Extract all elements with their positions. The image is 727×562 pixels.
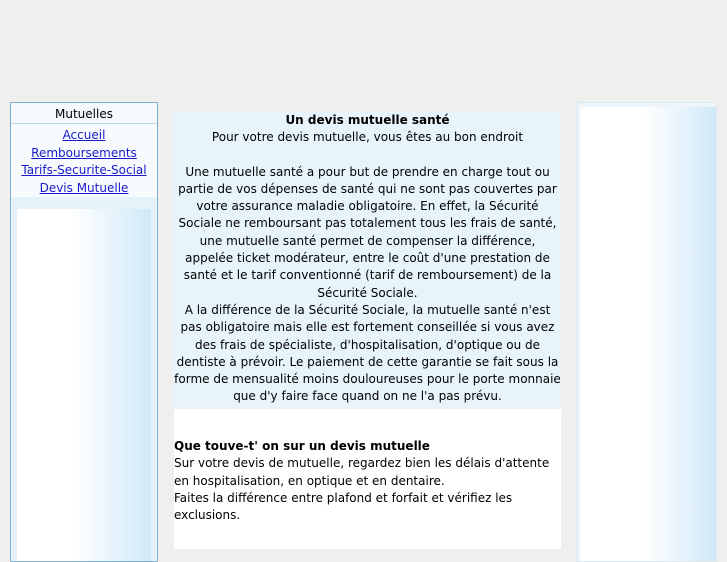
article-intro: Pour votre devis mutuelle, vous êtes au bon endroit: [211, 130, 524, 145]
sidebar: [10, 102, 158, 562]
article-paragraph: Une mutuelle santé a pour but de prendre en charge tout ou partie de vos dépenses de santé qui ne sont pas couvertes par votre assurance maladie obligatoire. En effet, la Sécurité Sociale ne remboursant pas totalement tous les frais de santé, une mutuelle santé permet de compenser la différence, appelée ticket modérateur, entre le coût d'une prestation de santé et le tarif conventionné (tarif de remboursement) de la Sécurité Sociale.: [178, 164, 557, 300]
article-paragraph: A la différence de la Sécurité Sociale, la mutuelle santé n'est pas obligatoire mais elle est fortement conseillée si vous avez des frais de spécialiste, d'hospitalisation, d'optique ou de dentiste à prévoir. Le paiement de cette garantie se fait sous la forme de mensualité moins douloureuses pour le porte monnaie que d'y faire face quand on ne l'a pas prévu.: [174, 302, 561, 404]
section-paragraph: Sur votre devis de mutuelle, regardez bien les délais d'attente en hospitalisation, en optique et en dentaire.: [174, 456, 550, 488]
nav-link-tarifs-securite-social[interactable]: Tarifs-Securite-Social: [21, 163, 147, 177]
article-title: Un devis mutuelle santé: [285, 113, 450, 127]
sidebar-nav: [11, 124, 157, 197]
article-devis-mutuelle: [174, 111, 561, 407]
sidebar-title: Mutuelles: [11, 103, 157, 124]
nav-link-devis-mutuelle[interactable]: Devis Mutuelle: [39, 180, 129, 195]
nav-link-accueil[interactable]: Accueil: [62, 128, 106, 142]
section-paragraph: Faites la différence entre plafond et forfait et vérifiez les exclusions.: [174, 490, 513, 523]
nav-link-remboursements[interactable]: Remboursements: [31, 145, 137, 160]
right-sidebar: [576, 102, 717, 562]
right-sidebar-panel: [580, 107, 716, 561]
section-title: Que touve-t' on sur un devis mutuelle: [174, 439, 430, 453]
article-contenu-devis: [174, 409, 561, 549]
sidebar-background-panel: [17, 209, 151, 561]
